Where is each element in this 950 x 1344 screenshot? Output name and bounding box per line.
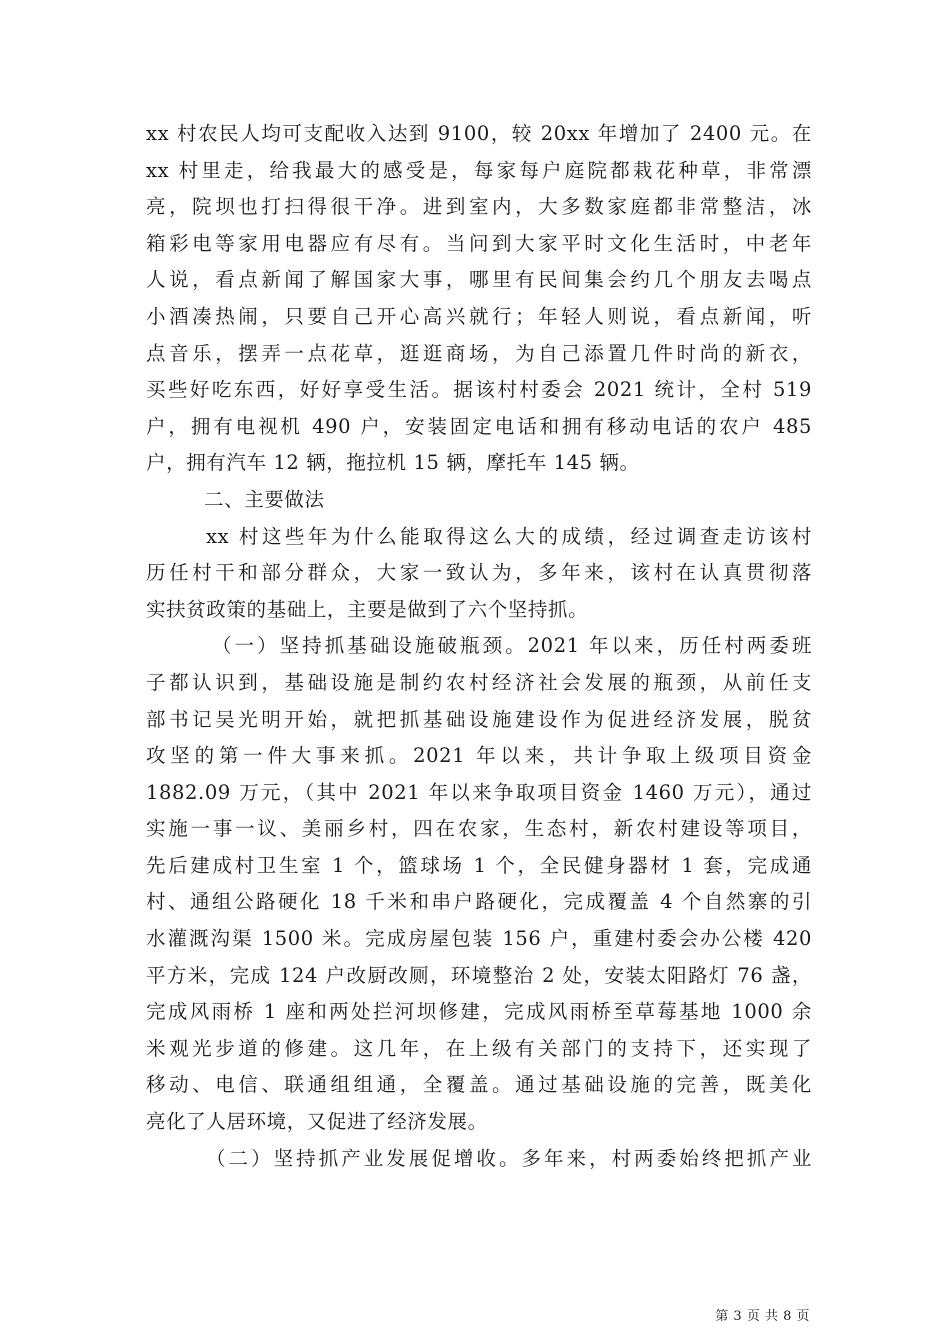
text-line: 水灌溉沟渠 1500 米。完成房屋包装 156 户，重建村委会办公楼 420 (146, 927, 812, 951)
text-line: 买些好吃东西，好好享受生活。据该村村委会 2021 统计，全村 519 (146, 378, 812, 402)
text-line: 移动、电信、联通组组通，全覆盖。通过基础设施的完善，既美化 (146, 1073, 812, 1097)
text-line: 村、通组公路硬化 18 千米和串户路硬化，完成覆盖 4 个自然寨的引 (146, 890, 812, 914)
text-line: 实施一事一议、美丽乡村，四在农家，生态村，新农村建设等项目， (146, 817, 812, 841)
subsection-line: （二）坚持抓产业发展促增收。多年来，村两委始终把抓产业 (206, 1146, 812, 1170)
text-line: 箱彩电等家用电器应有尽有。当问到大家平时文化生活时，中老年 (146, 231, 812, 255)
text-line: 历任村干和部分群众，大家一致认为，多年来，该村在认真贯彻落 (146, 561, 812, 585)
text-line: 先后建成村卫生室 1 个，篮球场 1 个，全民健身器材 1 套，完成通 (146, 853, 812, 877)
text-line: xx 村里走，给我最大的感受是，每家每户庭院都栽花种草，非常漂 (146, 158, 812, 182)
text-line: 平方米，完成 124 户改厨改厕，环境整治 2 处，安装太阳路灯 76 盏， (146, 963, 812, 987)
text-line: 点音乐，摆弄一点花草，逛逛商场，为自己添置几件时尚的新衣， (146, 341, 812, 365)
text-line: xx 村这些年为什么能取得这么大的成绩，经过调查走访该村 (206, 524, 812, 548)
text-line: 实扶贫政策的基础上，主要是做到了六个坚持抓。 (146, 597, 589, 621)
text-line: 人说，看点新闻了解国家大事，哪里有民间集会约几个朋友去喝点 (146, 268, 812, 292)
text-line: 1882.09 万元，（其中 2021 年以来争取项目资金 1460 万元），通过 (146, 780, 812, 804)
page-number: 第 3 页 共 8 页 (715, 1309, 810, 1324)
text-line: 子都认识到，基础设施是制约农村经济社会发展的瓶颈，从前任支 (146, 670, 812, 694)
text-line: 户，拥有电视机 490 户，安装固定电话和拥有移动电话的农户 485 (146, 414, 812, 438)
section-heading: 二、主要做法 (204, 487, 325, 511)
text-line: 亮，院坝也打扫得很干净。进到室内，大多数家庭都非常整洁，冰 (146, 195, 812, 219)
text-line: 亮化了人居环境，又促进了经济发展。 (146, 1110, 488, 1134)
text-line: 攻坚的第一件大事来抓。2021 年以来，共计争取上级项目资金 (146, 744, 812, 768)
subsection-line: （一）坚持抓基础设施破瓶颈。2021 年以来，历任村两委班 (212, 634, 812, 658)
text-line: 完成风雨桥 1 座和两处拦河坝修建，完成风雨桥至草莓基地 1000 余 (146, 1000, 812, 1024)
text-line: 部书记吴光明开始，就把抓基础设施建设作为促进经济发展，脱贫 (146, 707, 812, 731)
text-line: 小酒凑热闹，只要自己开心高兴就行；年轻人则说，看点新闻，听 (146, 304, 812, 328)
text-line: 米观光步道的修建。这几年，在上级有关部门的支持下，还实现了 (146, 1036, 812, 1060)
text-line: xx 村农民人均可支配收入达到 9100，较 20xx 年增加了 2400 元。在 (146, 122, 812, 145)
document-body (146, 116, 812, 1177)
text-line: 户，拥有汽车 12 辆，拖拉机 15 辆，摩托车 145 辆。 (146, 451, 640, 475)
